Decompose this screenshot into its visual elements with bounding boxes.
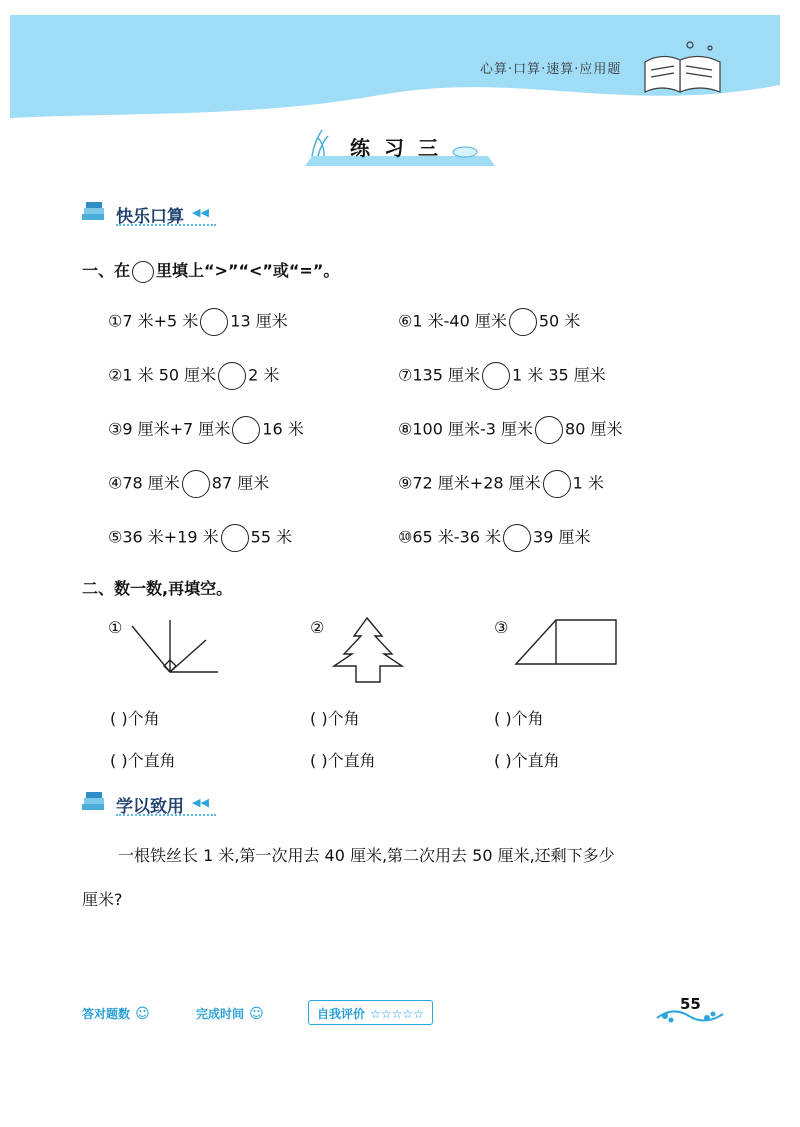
smiley-icon: ☺ xyxy=(135,1006,150,1022)
q1-item-6 xyxy=(398,308,580,336)
section-heading-text: 学以致用 xyxy=(116,797,184,817)
correct-count-label: 答对题数 xyxy=(82,1007,131,1021)
time-label: 完成时间 xyxy=(196,1007,245,1021)
q1-prefix: 一、在 xyxy=(82,261,131,280)
item-left: ③9 厘米+7 厘米 xyxy=(108,419,231,439)
blank-angles-2[interactable]: ( )个角 xyxy=(310,709,360,728)
smiley-icon: ☺ xyxy=(249,1006,264,1022)
answer-circle[interactable] xyxy=(200,308,228,336)
item-left: ⑥1 米-40 厘米 xyxy=(398,311,507,331)
answer-circle[interactable] xyxy=(232,416,260,444)
header-band xyxy=(0,0,800,125)
figure-angles xyxy=(120,618,220,678)
item-right: 1 米 xyxy=(572,473,604,493)
answer-circle[interactable] xyxy=(543,470,571,498)
figure-2-label: ② xyxy=(310,618,325,637)
answer-circle[interactable] xyxy=(503,524,531,552)
q1-item-4 xyxy=(108,470,269,498)
figure-1-label: ① xyxy=(108,618,123,637)
instruction-circle xyxy=(132,261,154,283)
item-left: ⑤36 米+19 米 xyxy=(108,527,219,547)
item-left: ⑨72 厘米+28 厘米 xyxy=(398,473,541,493)
item-left: ⑧100 厘米-3 厘米 xyxy=(398,419,534,439)
item-right: 80 厘米 xyxy=(565,419,623,439)
item-right: 2 米 xyxy=(248,365,280,385)
q1-item-8 xyxy=(398,416,622,444)
series-title: 心算·口算·速算·应用题 xyxy=(480,62,622,77)
books-icon xyxy=(80,200,110,228)
answer-circle[interactable] xyxy=(482,362,510,390)
q1-item-1 xyxy=(108,308,288,336)
q1-item-10 xyxy=(398,524,590,552)
item-left: ⑩65 米-36 米 xyxy=(398,527,502,547)
item-right: 39 厘米 xyxy=(533,527,591,547)
section-heading-text: 快乐口算 xyxy=(116,207,184,227)
answer-circle[interactable] xyxy=(221,524,249,552)
figure-trapezoid xyxy=(512,616,622,670)
double-arrow-icon: ◀◀ xyxy=(192,796,209,809)
footer-time xyxy=(196,1003,264,1022)
item-left: ①7 米+5 米 xyxy=(108,311,199,331)
exercise-title: 练习三 xyxy=(350,136,452,160)
q1-item-9 xyxy=(398,470,604,498)
q1-instruction xyxy=(82,258,339,283)
q1-item-3 xyxy=(108,416,304,444)
item-right: 87 厘米 xyxy=(211,473,270,493)
word-problem-line-1: 一根铁丝长 1 米,第一次用去 40 厘米,第二次用去 50 厘米,还剩下多少 xyxy=(118,846,615,865)
item-left: ⑦135 厘米 xyxy=(398,365,480,385)
answer-circle[interactable] xyxy=(218,362,246,390)
blank-right-angles-1[interactable]: ( )个直角 xyxy=(110,751,176,770)
answer-circle[interactable] xyxy=(509,308,537,336)
section-divider xyxy=(116,814,216,816)
item-right: 16 米 xyxy=(262,419,304,439)
q2-title: 二、数一数,再填空。 xyxy=(82,579,233,598)
books-icon xyxy=(80,790,110,818)
item-left: ④78 厘米 xyxy=(108,473,180,493)
blank-right-angles-2[interactable]: ( )个直角 xyxy=(310,751,376,770)
q1-item-2 xyxy=(108,362,279,390)
section-heading-xueyi xyxy=(80,790,220,818)
blank-right-angles-3[interactable]: ( )个直角 xyxy=(494,751,560,770)
item-right: 13 厘米 xyxy=(230,311,288,331)
page-number: 55 xyxy=(680,995,701,1013)
item-left: ②1 米 50 厘米 xyxy=(108,365,217,385)
word-problem xyxy=(82,834,722,922)
rating-stars[interactable]: ☆☆☆☆☆ xyxy=(370,1007,424,1021)
blank-angles-3[interactable]: ( )个角 xyxy=(494,709,544,728)
footer-correct-count xyxy=(82,1003,150,1022)
q1-item-7 xyxy=(398,362,606,390)
answer-circle[interactable] xyxy=(182,470,210,498)
figure-tree xyxy=(328,616,408,686)
item-right: 1 米 35 厘米 xyxy=(511,365,606,385)
word-problem-line-2: 厘米? xyxy=(82,890,123,909)
section-heading-kuaile xyxy=(80,200,220,228)
q1-item-5 xyxy=(108,524,292,552)
item-right: 50 米 xyxy=(538,311,581,331)
self-eval-box xyxy=(308,1000,433,1025)
item-right: 55 米 xyxy=(250,527,293,547)
blank-angles-1[interactable]: ( )个角 xyxy=(110,709,160,728)
q1-suffix: 里填上“>”“<”或“=”。 xyxy=(156,261,340,280)
section-divider xyxy=(116,224,216,226)
answer-circle[interactable] xyxy=(535,416,563,444)
double-arrow-icon: ◀◀ xyxy=(192,206,209,219)
self-eval-label: 自我评价 xyxy=(317,1007,366,1021)
figure-3-label: ③ xyxy=(494,618,509,637)
